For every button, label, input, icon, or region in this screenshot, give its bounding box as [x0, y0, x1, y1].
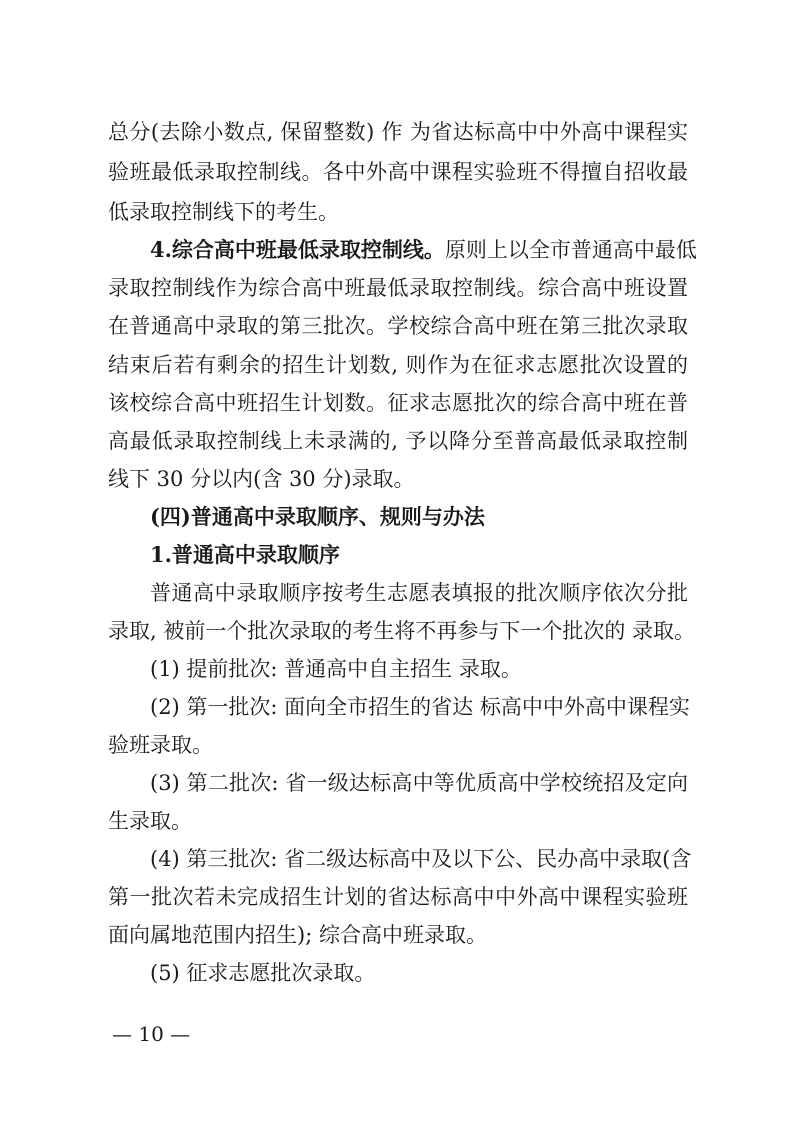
text-span: 在普通高中录取的第三批次。学校综合高中班在第三批次录取 — [108, 314, 688, 338]
text-line — [108, 273, 688, 303]
text-span: 普通高中录取顺序按考生志愿表填报的批次顺序依次分批 — [150, 581, 688, 605]
text-span: 高最低录取控制线上未录满的, 予以降分至普高最低录取控制 — [108, 429, 688, 453]
text-span: 验班最低录取控制线。各中外高中课程实验班不得擅自招收最 — [108, 160, 688, 184]
text-span: 第一批次若未完成招生计划的省达标高中中外高中课程实验班 — [108, 885, 688, 909]
text-span: (4) 第三批次: 省二级达标高中及以下公、民办高中录取(含 — [150, 847, 692, 871]
section-heading: 4.综合高中班最低录取控制线。 — [150, 237, 445, 262]
page-number: — 10 — — [112, 1022, 191, 1046]
text-span: 原则上以全市普通高中最低 — [444, 238, 697, 262]
text-span: (3) 第二批次: 省一级达标高中等优质高中学校统招及定向 — [150, 771, 688, 795]
text-span: 生录取。 — [108, 809, 192, 833]
text-line — [108, 311, 688, 341]
text-span: 面向属地范围内招生); 综合高中班录取。 — [108, 923, 487, 947]
text-line — [150, 502, 688, 532]
text-span: 录取, 被前一个批次录取的考生将不再参与下一个批次的 录取。 — [108, 619, 696, 643]
section-heading: (四)普通高中录取顺序、规则与办法 — [150, 504, 485, 529]
text-line — [108, 730, 688, 760]
text-line — [108, 616, 696, 646]
text-line — [150, 768, 688, 798]
text-line — [150, 654, 688, 684]
text-span: 线下 30 分以内(含 30 分)录取。 — [108, 467, 415, 491]
text-line — [150, 540, 688, 570]
text-span: 该校综合高中班招生计划数。征求志愿批次的综合高中班在普 — [108, 391, 688, 415]
text-span: 验班录取。 — [108, 733, 213, 757]
text-span: (2) 第一批次: 面向全市招生的省达 标高中中外高中课程实 — [150, 695, 690, 719]
text-line — [108, 882, 688, 912]
text-line — [150, 235, 697, 265]
text-span: (5) 征求志愿批次录取。 — [150, 961, 376, 985]
text-line — [108, 464, 688, 494]
text-line — [108, 197, 688, 227]
text-span: 总分(去除小数点, 保留整数) 作 为省达标高中中外高中课程实 — [108, 120, 688, 144]
text-line — [150, 578, 688, 608]
text-line — [108, 350, 688, 380]
text-line — [108, 806, 688, 836]
text-line — [108, 388, 688, 418]
text-line — [108, 426, 688, 456]
text-line — [150, 692, 688, 722]
text-span: (1) 提前批次: 普通高中自主招生 录取。 — [150, 657, 522, 681]
text-line — [108, 920, 688, 950]
text-line — [108, 157, 688, 187]
text-span: 结束后若有剩余的招生计划数, 则作为在征求志愿批次设置的 — [108, 353, 688, 377]
text-span: 低录取控制线下的考生。 — [108, 200, 339, 224]
text-line — [150, 844, 692, 874]
text-line — [150, 958, 688, 988]
subsection-heading: 1.普通高中录取顺序 — [150, 542, 340, 567]
text-line — [108, 117, 688, 147]
text-span: 录取控制线作为综合高中班最低录取控制线。综合高中班设置 — [108, 276, 688, 300]
